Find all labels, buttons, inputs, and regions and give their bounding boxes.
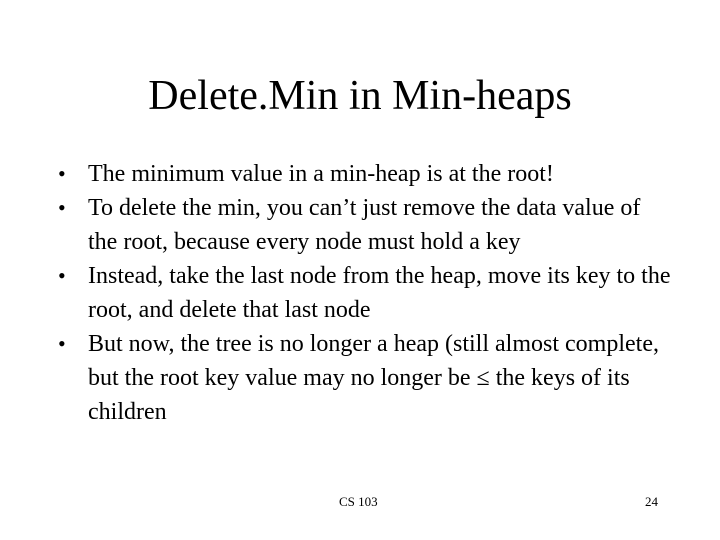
bullet-item <box>54 259 674 327</box>
bullet-marker: • <box>58 331 66 356</box>
bullet-marker: • <box>58 161 66 186</box>
slide-title: Delete.Min in Min-heaps <box>148 73 572 119</box>
footer-course-label: CS 103 <box>339 494 378 509</box>
bullet-item <box>54 191 674 259</box>
bullet-item <box>54 157 674 191</box>
bullet-item <box>54 327 674 429</box>
bullet-text: The minimum value in a min-heap is at the root! <box>88 161 554 187</box>
bullet-text: But now, the tree is no longer a heap (still almost complete, but the root key value may no longer be ≤ the keys of its children <box>88 331 659 425</box>
bullet-text: Instead, take the last node from the heap, move its key to the root, and delete that last node <box>88 263 671 323</box>
bullet-text: To delete the min, you can’t just remove the data value of the root, because every node must hold a key <box>88 195 641 255</box>
page-number: 24 <box>645 494 658 509</box>
bullet-list <box>54 157 674 429</box>
bullet-marker: • <box>58 263 66 288</box>
bullet-marker: • <box>58 195 66 220</box>
